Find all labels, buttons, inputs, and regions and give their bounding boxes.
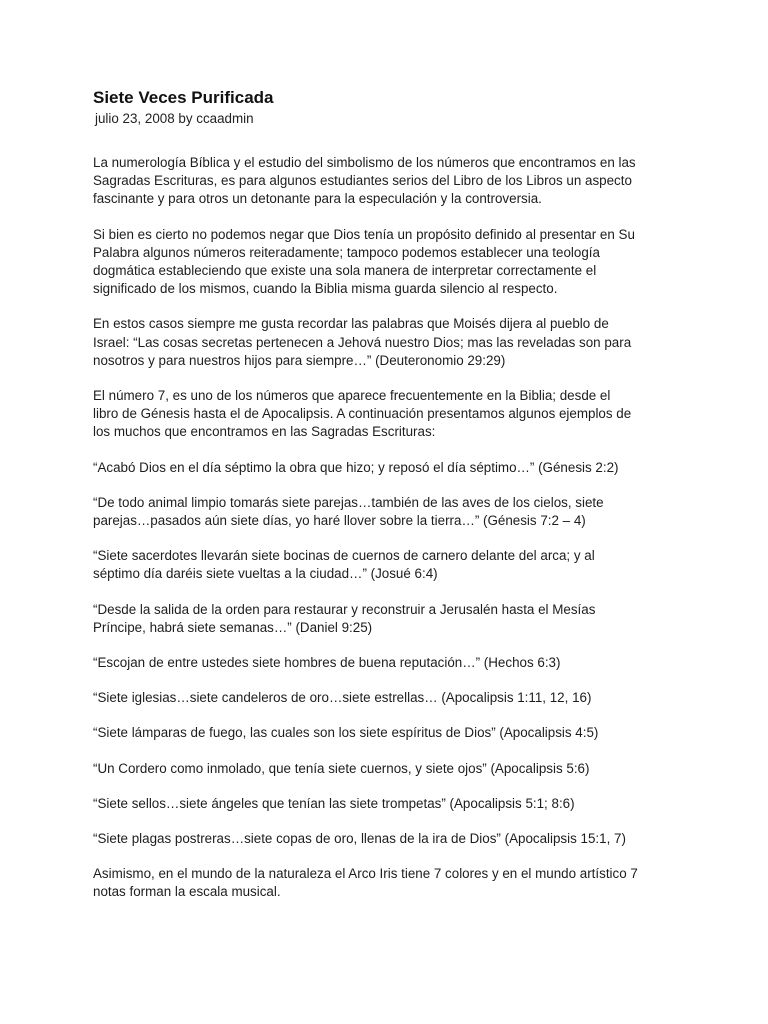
paragraph-closing: Asimismo, en el mundo de la naturaleza el Arco Iris tiene 7 colores y en el mundo artístico 7 notas forman la escala musical. [93,866,638,900]
page-title: Siete Veces Purificada [93,88,274,107]
quote-apocalipsis-5-1: “Siete sellos…siete ángeles que tenían las siete trompetas” (Apocalipsis 5:1; 8:6) [93,795,575,811]
quote-josue-6-4: “Siete sacerdotes llevarán siete bocinas de cuernos de carnero delante del arca; y al séptimo día daréis siete vueltas a la ciudad…” (Josué 6:4) [93,548,595,582]
paragraph-intro: La numerología Bíblica y el estudio del simbolismo de los números que encontramos en las Sagradas Escrituras, es para algunos estudiantes serios del Libro de los Libros un aspecto fascinante y para otros un detonante para la especulación y la controversia. [93,155,636,207]
quote-apocalipsis-1-11: “Siete iglesias…siete candeleros de oro…siete estrellas… (Apocalipsis 1:11, 12, 16) [93,690,592,706]
paragraph-purpose: Si bien es cierto no podemos negar que Dios tenía un propósito definido al presentar en Su Palabra algunos números reiteradamente; tampoco podemos establecer una teología dogmática estableciendo que existe una sola manera de interpretar correctamente el significado de los mismos, cuando la Biblia misma guarda silencio al respecto. [93,226,635,297]
paragraph-number-seven: El número 7, es uno de los números que aparece frecuentemente en la Biblia; desde el libro de Génesis hasta el de Apocalipsis. A continuación presentamos algunos ejemplos de los muchos que encontramos en las Sagradas Escrituras: [93,388,632,440]
quote-apocalipsis-5-6: “Un Cordero como inmolado, que tenía siete cuernos, y siete ojos” (Apocalipsis 5:6) [93,760,590,776]
quote-genesis-2-2: “Acabó Dios en el día séptimo la obra que hizo; y reposó el día séptimo…” (Génesis 2:2) [93,459,619,475]
quote-apocalipsis-15-1: “Siete plagas postreras…siete copas de oro, llenas de la ira de Dios” (Apocalipsis 15:1, 7) [93,831,626,847]
document-body [93,154,683,902]
post-byline: julio 23, 2008 by ccaadmin [95,111,254,126]
paragraph-moses-quote: En estos casos siempre me gusta recordar las palabras que Moisés dijera al pueblo de Israel: “Las cosas secretas pertenecen a Jehová nuestro Dios; mas las reveladas son para nosotros y para nuestros hijos para siempre…” (Deuteronomio 29:29) [93,316,632,368]
quote-apocalipsis-4-5: “Siete lámparas de fuego, las cuales son los siete espíritus de Dios” (Apocalipsis 4:5) [93,725,599,741]
document-page [93,88,683,919]
quote-genesis-7-2: “De todo animal limpio tomarás siete parejas…también de las aves de los cielos, siete parejas…pasados aún siete días, yo haré llover sobre la tierra…” (Génesis 7:2 – 4) [93,494,604,529]
quote-daniel-9-25: “Desde la salida de la orden para restaurar y reconstruir a Jerusalén hasta el Mesías Príncipe, habrá siete semanas…” (Daniel 9:25) [93,601,596,635]
quote-hechos-6-3: “Escojan de entre ustedes siete hombres de buena reputación…” (Hechos 6:3) [93,655,561,671]
